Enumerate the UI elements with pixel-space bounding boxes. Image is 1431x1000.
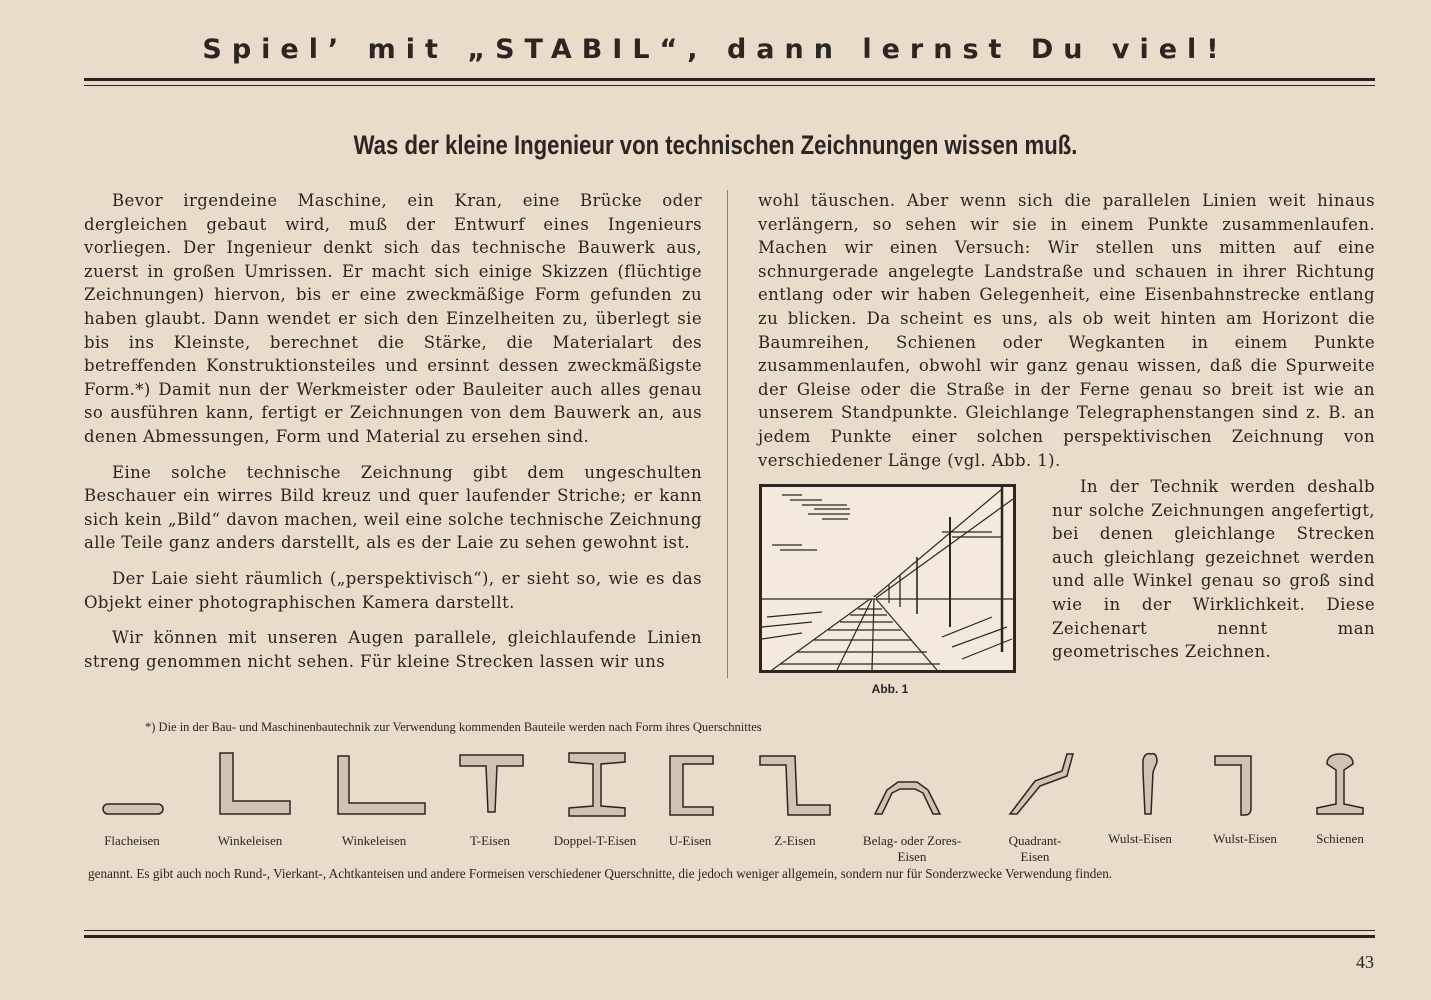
- left-column: [84, 189, 702, 673]
- wulst-eisen-profile: [1143, 754, 1157, 814]
- profile-label: Flacheisen: [104, 833, 160, 848]
- doppel-t-eisen-profile: [569, 753, 625, 816]
- paragraph: Eine solche technische Zeichnung gibt dem ungeschulten Beschauer ein wirres Bild kreuz und quer laufender Striche; er kann sich kein „Bild“ davon machen, weil eine solche technische Zeichnung alle Teile ganz anders darstellt, als es der Laie zu sehen gewohnt ist.: [84, 462, 702, 553]
- profile-label: Quadrant-Eisen: [1008, 833, 1062, 864]
- paragraph: wohl täuschen. Aber wenn sich die parallelen Linien weit hinaus verlängern, so sehen wir sie in einem Punkte zusammenlaufen. Machen wir einen Versuch: Wir stellen uns mitten auf eine schnurgerade angelegte Landstraße und schauen in ihrer Richtung entlang oder wir haben Gelegenheit, eine Eisenbahnstrecke entlang zu blicken. Da scheint es uns, als ob weit hinten am Horizont die Baumreihen, Schienen oder Wegkanten in einem Punkte zusammenlaufen, obwohl wir ganz genau wissen, daß die Spurweite der Gleise oder die Straße in der Ferne genau so breit ist wie an unserem Standpunkte. Gleichlange Telegraphenstangen sind z. B. an jedem Punkte einer solchen perspektivischen Zeichnung von verschiedener Länge (vgl. Abb. 1).: [758, 191, 1375, 470]
- footnote-intro: *) Die in der Bau- und Maschinenbautechnik zur Verwendung kommenden Bauteile werden nach Form ihres Querschnittes: [145, 720, 762, 734]
- paragraph: In der Technik werden deshalb nur solche Zeichnungen angefertigt, bei denen gleichlange Strecken auch gleichlang gezeichnet werden und alle Winkel genau so groß sind wie in der Wirklichkeit. Diese Zeichenart nennt man geometrisches Zeichnen.: [1052, 477, 1375, 662]
- schiene-profile: [1317, 754, 1363, 814]
- article-title: Was der kleine Ingenieur von technischen Zeichnungen wissen muß.: [353, 130, 1078, 160]
- right-column: [758, 189, 1375, 472]
- paragraph: Der Laie sieht räumlich („perspektivisch“), er sieht so, wie es das Objekt einer photographischen Kamera darstellt.: [84, 568, 702, 612]
- footer-rule-thin: [84, 930, 1375, 931]
- winkeleisen-profile: [220, 753, 290, 814]
- railway-perspective-figure: [759, 484, 1016, 673]
- profile-cross-sections: [95, 748, 1375, 828]
- paragraph: Bevor irgendeine Maschine, ein Kran, eine Brücke oder dergleichen gebaut wird, muß der Entwurf eines Ingenieurs vorliegen. Der Ingenieur denkt sich das technische Bauwerk aus, zuerst in großen Umrissen. Er macht sich einige Skizzen (flüchtige Zeichnungen) hiervon, bis er eine zweckmäßige Form gefunden zu haben glaubt. Dann wendet er sich den Einzelheiten zu, überlegt sie bis ins Kleinste, berechnet die Stärke, die Materialart des betreffenden Konstruktionsteiles und ersinnt dessen zweckmäßigste Form.*) Damit nun der Werkmeister oder Bauleiter auch alles genau so ausführen kann, fertigt er Zeichnungen von dem Bauwerk an, aus denen Abmessungen, Form und Material zu ersehen sind.: [84, 191, 702, 446]
- page-number: 43: [1356, 952, 1374, 972]
- profile-label: Doppel-T-Eisen: [553, 833, 637, 848]
- column-divider: [727, 190, 728, 678]
- quadrant-eisen-profile: [1010, 754, 1073, 814]
- profile-label: Z-Eisen: [774, 833, 816, 848]
- profile-label: U-Eisen: [668, 833, 712, 848]
- footnote-continuation: genannt. Es gibt auch noch Rund-, Vierkant-, Achtkanteisen und andere Formeisen verschiedener Querschnitte, die jedoch weniger allgemein, sondern nur für Sonderzwecke Verwendung finden.: [88, 866, 1113, 881]
- wulst-eisen-profile: [1215, 756, 1251, 815]
- profile-label: Wulst-Eisen: [1213, 831, 1277, 846]
- railway-illustration: [762, 487, 1013, 670]
- profile-label: Schienen: [1316, 831, 1364, 846]
- winkeleisen-profile: [338, 756, 425, 814]
- figure-caption: Abb. 1: [871, 682, 909, 696]
- header-rule-thin: [84, 85, 1375, 86]
- profile-label: Winkeleisen: [341, 833, 407, 848]
- paragraph: Wir können mit unseren Augen parallele, gleichlaufende Linien streng genommen nicht sehen. Für kleine Strecken lassen wir uns: [84, 628, 702, 671]
- right-column-wrap: [1052, 475, 1375, 664]
- profile-label: Belag- oder Zores-Eisen: [862, 833, 962, 864]
- profile-label: T-Eisen: [470, 833, 510, 848]
- z-eisen-profile: [760, 756, 830, 815]
- zores-eisen-profile: [875, 782, 940, 814]
- t-eisen-profile: [460, 755, 523, 812]
- profile-label: Wulst-Eisen: [1108, 831, 1172, 846]
- u-eisen-profile: [670, 756, 713, 815]
- flacheisen-profile: [103, 804, 163, 814]
- profile-label: Winkeleisen: [217, 833, 283, 848]
- footer-rule-thick: [84, 935, 1375, 938]
- header-rule-thick: [84, 78, 1375, 81]
- page-header: Spiel’ mit „STABIL“, dann lernst Du viel!: [202, 34, 1229, 65]
